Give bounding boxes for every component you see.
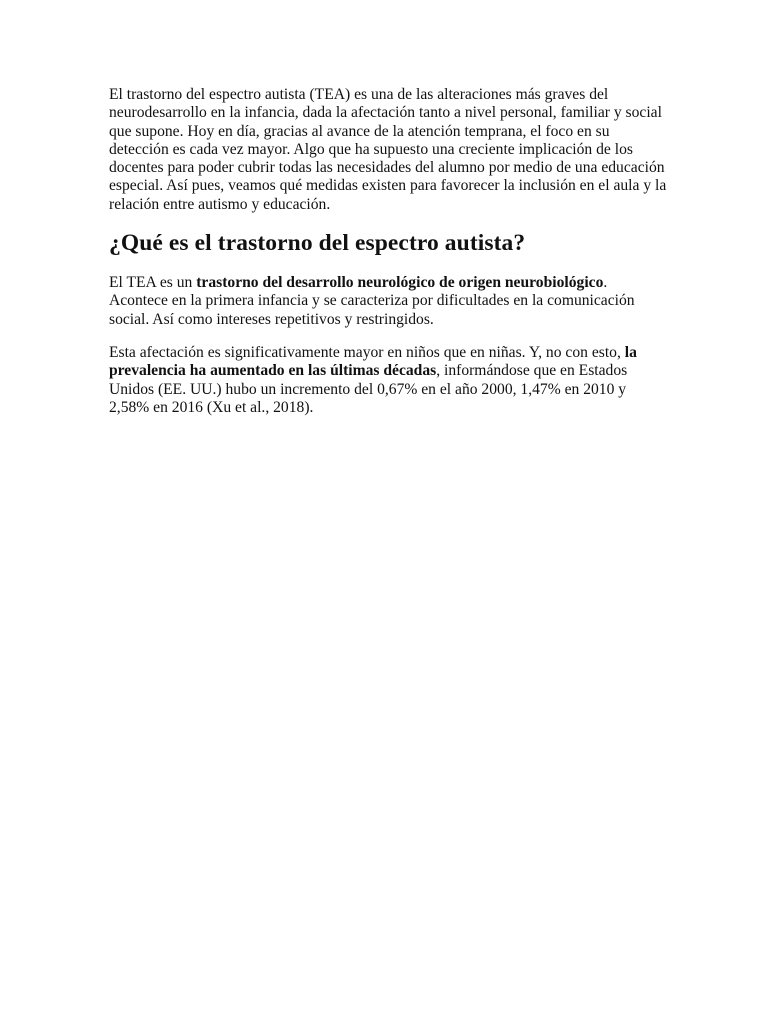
- prevalence-text-end: , informándose que en Estados Unidos (EE. UU.) hubo un incremento del 0,67% en el año 2000, 1,47% en 2010 y 2,58% en 2016 (Xu et al., 2018).: [109, 362, 628, 416]
- definition-paragraph: [109, 274, 669, 329]
- definition-bold-text: trastorno del desarrollo neurológico de origen neurobiológico: [196, 274, 604, 292]
- definition-text-start: El TEA es un: [109, 274, 197, 292]
- prevalence-text-start: Esta afectación es significativamente mayor en niños que en niñas. Y, no con esto,: [109, 343, 625, 361]
- intro-paragraph: El trastorno del espectro autista (TEA) es una de las alteraciones más graves del neurodesarrollo en la infancia, dada la afectación tanto a nivel personal, familiar y social que supone. Hoy en día, gracias al avance de la atención temprana, el foco en su detección es cada vez mayor. Algo que ha supuesto una creciente implicación de los docentes para poder cubrir todas las necesidades del alumno por medio de una educación especial. Así pues, veamos qué medidas existen para favorecer la inclusión en el aula y la relación entre autismo y educación.: [109, 86, 667, 213]
- section-heading: ¿Qué es el trastorno del espectro autista?: [109, 230, 526, 257]
- document-page: [109, 86, 669, 432]
- prevalence-paragraph: [109, 344, 669, 417]
- definition-text-end: . Acontece en la primera infancia y se caracteriza por dificultades en la comunicación social. Así como intereses repetitivos y restringidos.: [109, 274, 635, 328]
- prevalence-bold-text: la prevalencia ha aumentado en las últimas décadas: [109, 343, 637, 380]
